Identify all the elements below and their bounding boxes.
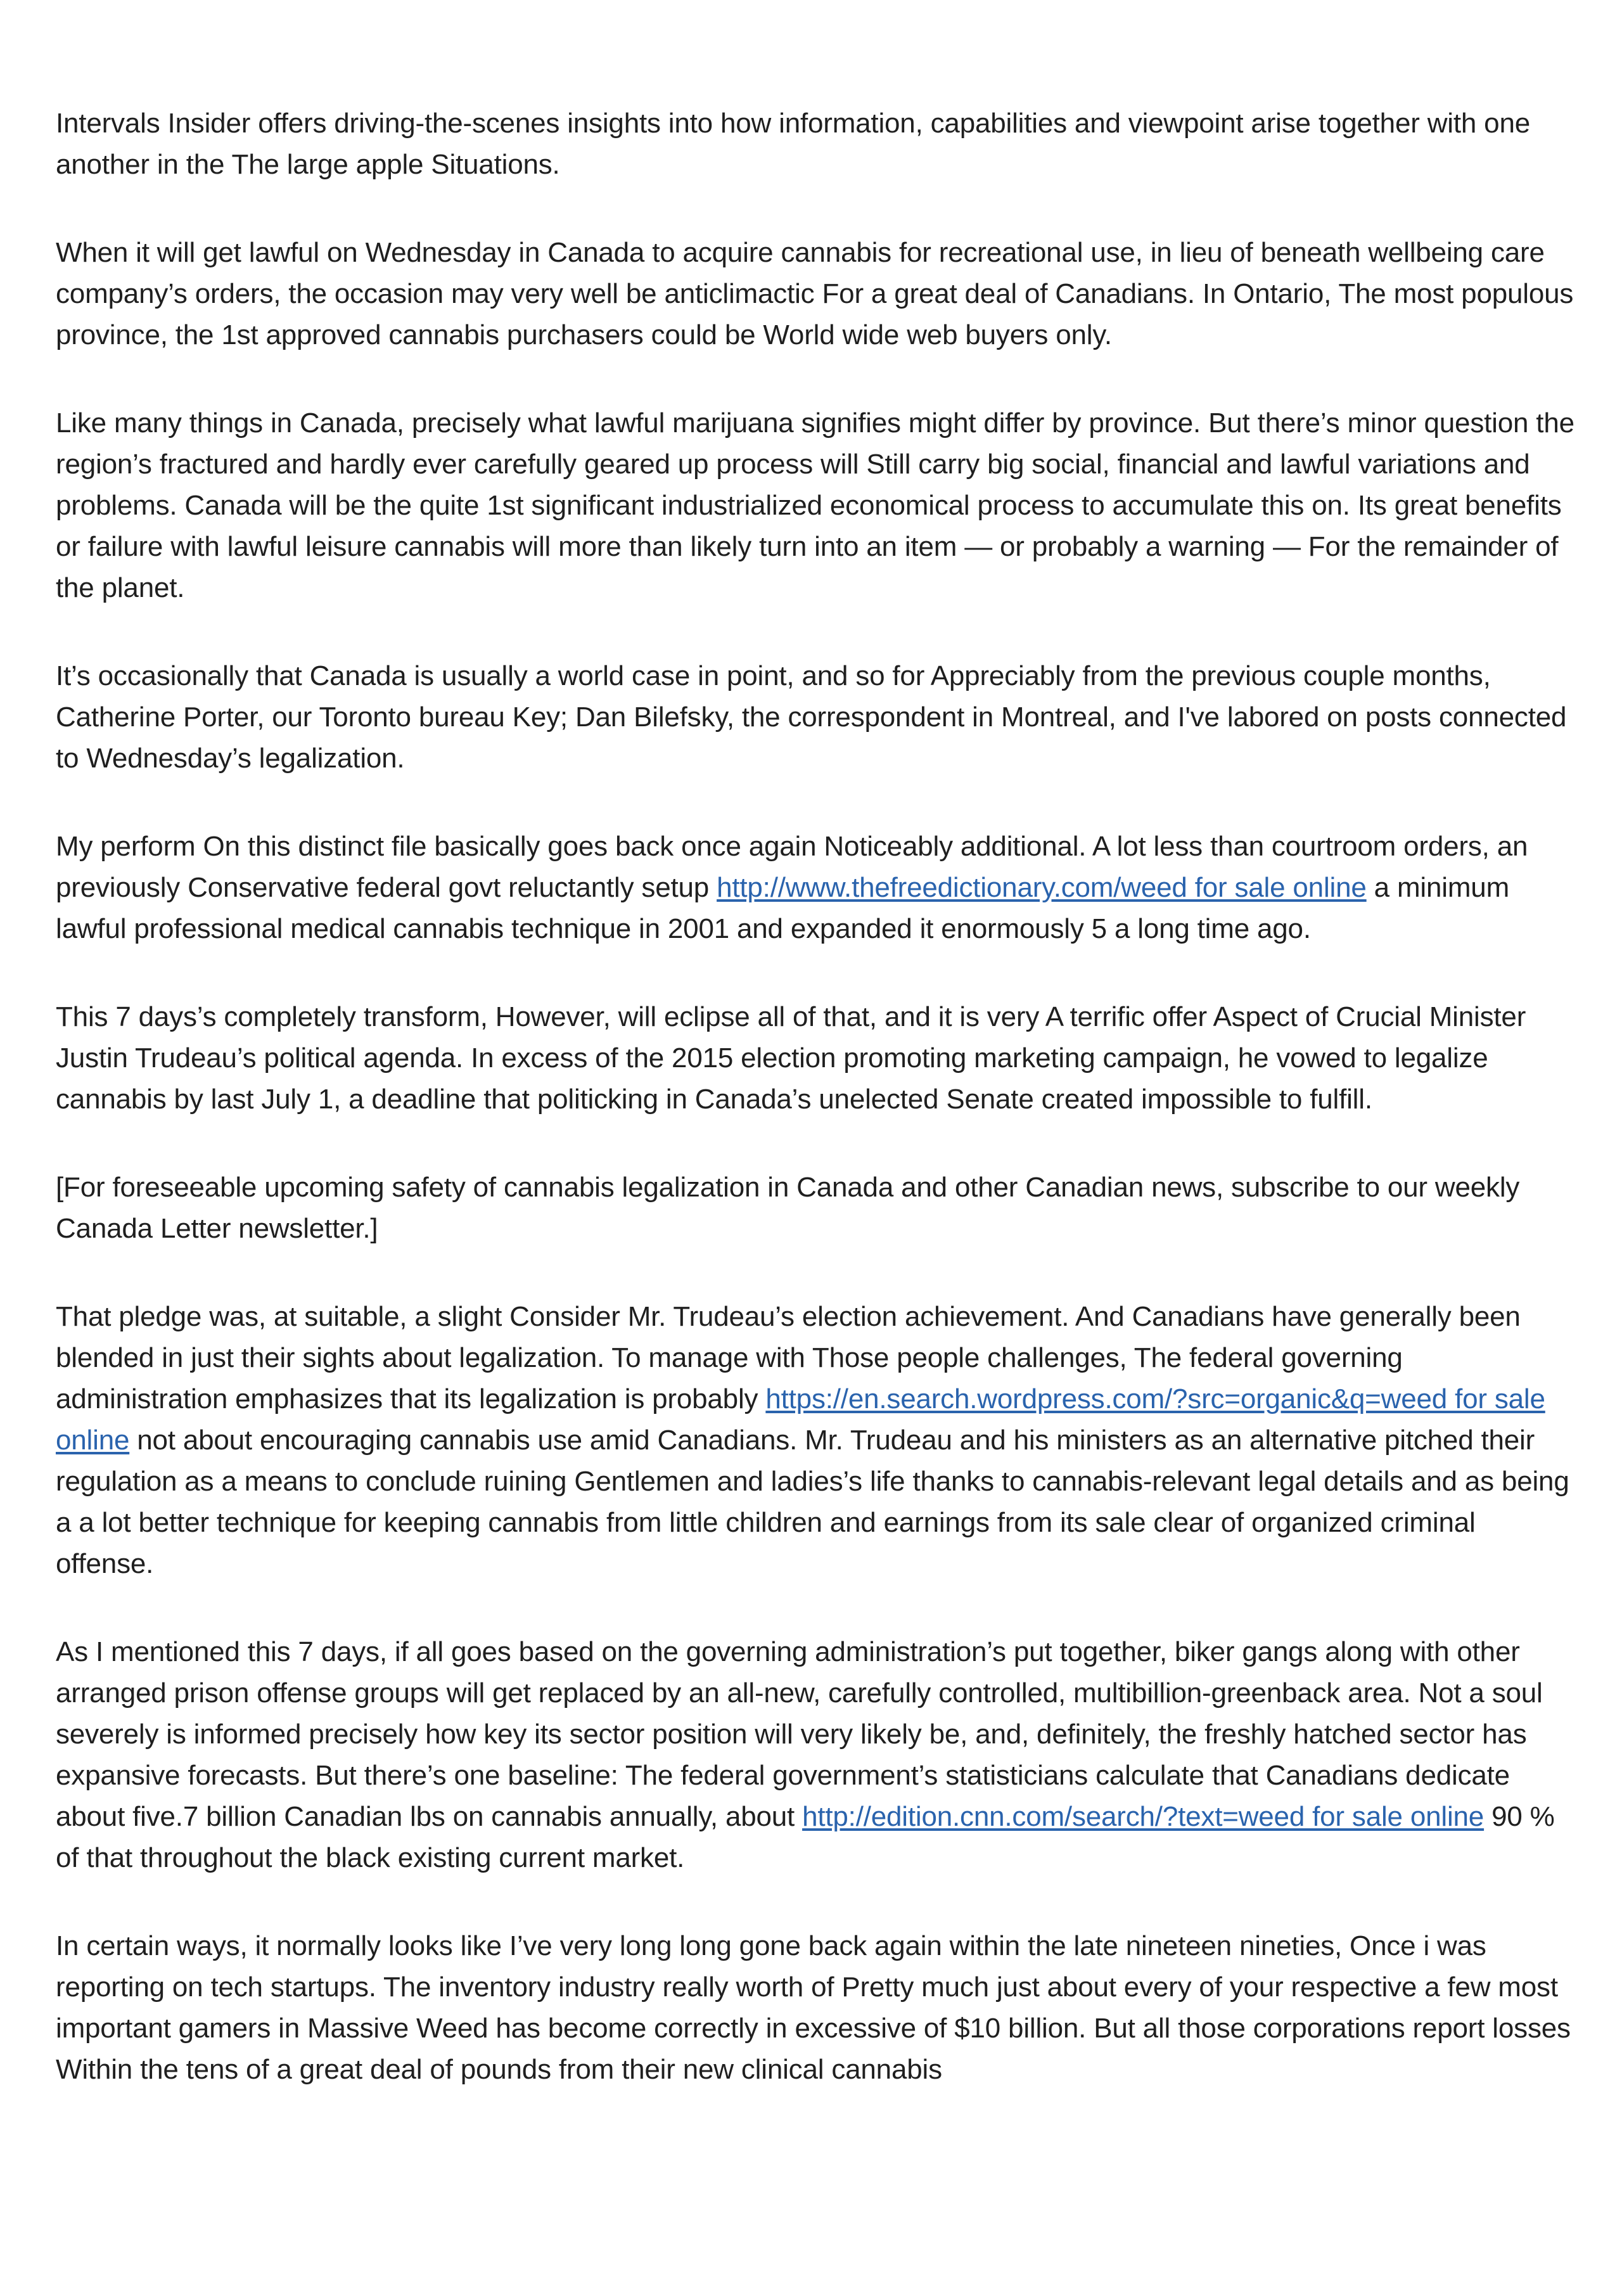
cnn-search-link[interactable]: http://edition.cnn.com/search/?text=weed for sale online	[802, 1801, 1485, 1832]
paragraph-my-work	[56, 826, 1576, 949]
thefreedictionary-link[interactable]: http://www.thefreedictionary.com/weed for sale online	[717, 872, 1367, 903]
paragraph-text: In certain ways, it normally looks like I’ve very long long gone back again within the late nineteen nineties, Once i was reporting on tech startups. The inventory industry really worth of Pretty much just about every of your respective a few most important gamers in Massive Weed has become correctly in excessive of $10 billion. But all those corporations report losses Within the tens of a great deal of pounds from their new clinical cannabis	[56, 1930, 1571, 2085]
wordpress-search-link[interactable]: https://en.search.wordpress.com/?src=organic&q=weed for sale online	[56, 1383, 1545, 1456]
paragraph-world-example	[56, 655, 1576, 779]
paragraph-text: That pledge was, at suitable, a slight Consider Mr. Trudeau’s election achievement. And Canadians have generally been blended in just their sights about legalization. To manage with Those people challenges, The federal governing administration emphasizes that its legalization is probably	[56, 1301, 1521, 1414]
paragraph-intro	[56, 103, 1576, 185]
paragraph-text: not about encouraging cannabis use amid Canadians. Mr. Trudeau and his ministers as an alternative pitched their regulation as a means to conclude ruining Gentlemen and ladies’s life thanks to cannabis-relevant legal details and as being a a lot better technique for keeping cannabis from little children and earnings from its sale clear of organized criminal offense.	[56, 1425, 1569, 1579]
paragraph-newsletter-note	[56, 1167, 1576, 1249]
paragraph-text: 90 % of that throughout the black existing current market.	[56, 1801, 1555, 1873]
paragraph-text: My perform On this distinct file basically goes back once again Noticeably additional. A lot less than courtroom orders, an previously Conservative federal govt reluctantly setup	[56, 831, 1528, 903]
paragraph-legal-wednesday	[56, 232, 1576, 356]
paragraph-tech-startups	[56, 1925, 1576, 2090]
paragraph-text: This 7 days’s completely transform, However, will eclipse all of that, and it is very A terrific offer Aspect of Crucial Minister Justin Trudeau’s political agenda. In excess of the 2015 election promoting marketing campaign, he vowed to legalize cannabis by last July 1, a deadline that politicking in Canada’s unelected Senate created impossible to fulfill.	[56, 1001, 1526, 1115]
paragraph-text: When it will get lawful on Wednesday in Canada to acquire cannabis for recreational use, in lieu of beneath wellbeing care company’s orders, the occasion may very well be anticlimactic For a great deal of Canadians. In Ontario, The most populous province, the 1st approved cannabis purchasers could be World wide web buyers only.	[56, 237, 1574, 350]
paragraph-text: As I mentioned this 7 days, if all goes based on the governing administration’s put together, biker gangs along with other arranged prison offense groups will get replaced by an all-new, carefully controlled, multibillion-greenback area. Not a soul severely is informed precisely how key its sector position will very likely be, and, definitely, the freshly hatched sector has expansive forecasts. But there’s one baseline: The federal government’s statisticians calculate that Canadians dedicate about five.7 billion Canadian lbs on cannabis annually, about	[56, 1636, 1543, 1832]
paragraph-biker-gangs	[56, 1631, 1576, 1878]
paragraph-province	[56, 402, 1576, 608]
paragraph-text: a minimum lawful professional medical cannabis technique in 2001 and expanded it enormously 5 a long time ago.	[56, 872, 1510, 944]
document-body	[56, 103, 1576, 2137]
paragraph-text: [For foreseeable upcoming safety of cannabis legalization in Canada and other Canadian news, subscribe to our weekly Canada Letter newsletter.]	[56, 1172, 1520, 1244]
paragraph-text: It’s occasionally that Canada is usually a world case in point, and so for Appreciably from the previous couple months, Catherine Porter, our Toronto bureau Key; Dan Bilefsky, the correspondent in Montreal, and I've labored on posts connected to Wednesday’s legalization.	[56, 660, 1567, 774]
paragraph-trudeau-agenda	[56, 996, 1576, 1120]
paragraph-text: Intervals Insider offers driving-the-scenes insights into how information, capabilities and viewpoint arise together with one another in the The large apple Situations.	[56, 108, 1530, 180]
paragraph-text: Like many things in Canada, precisely what lawful marijuana signifies might differ by province. But there’s minor question the region’s fractured and hardly ever carefully geared up process will Still carry big social, financial and lawful variations and problems. Canada will be the quite 1st significant industrialized economical process to accumulate this on. Its great benefits or failure with lawful leisure cannabis will more than likely turn into an item — or probably a warning — For the remainder of the planet.	[56, 407, 1574, 603]
paragraph-pledge	[56, 1296, 1576, 1584]
